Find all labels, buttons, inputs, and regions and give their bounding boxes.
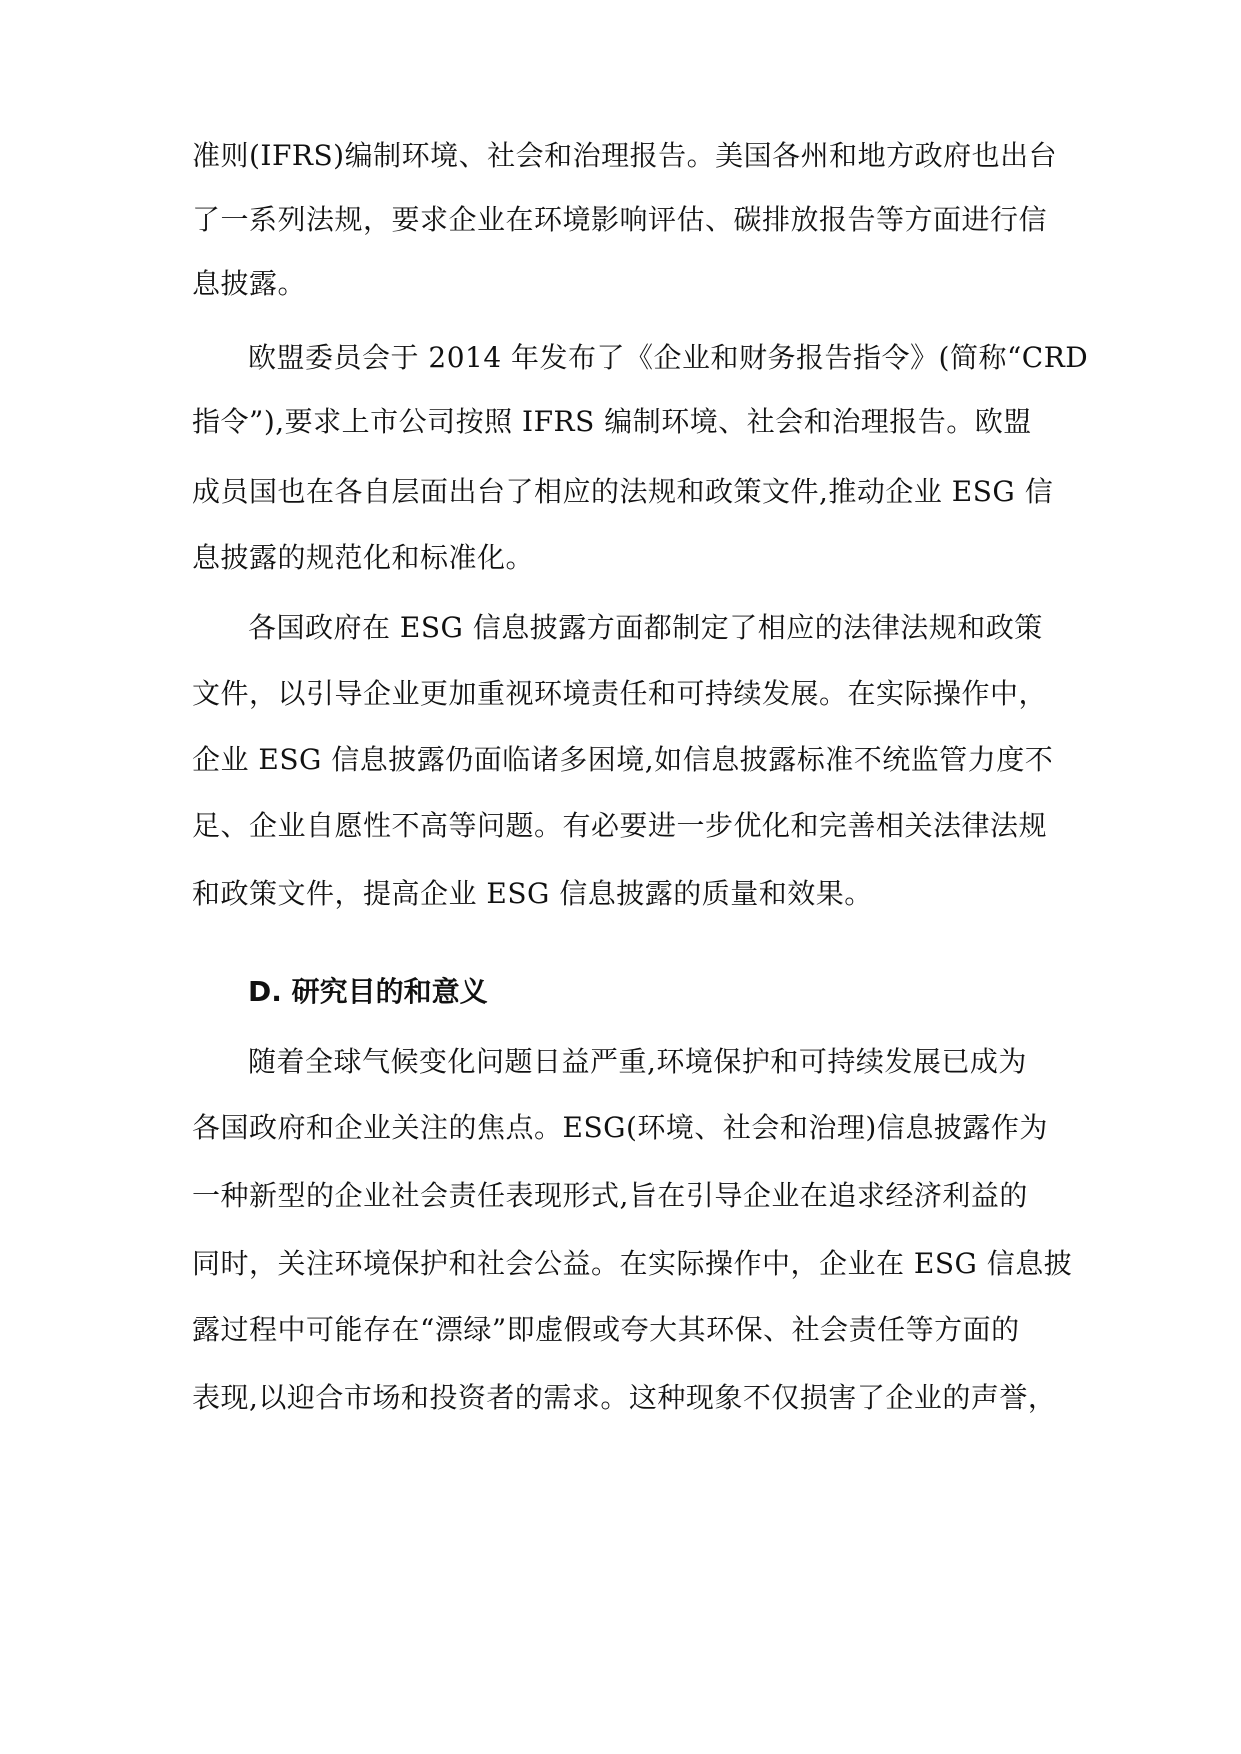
paragraph-1-line-3: 息披露。: [192, 267, 307, 300]
paragraph-3-line-2: 文件，以引导企业更加重视环境责任和可持续发展。在实际操作中，: [192, 677, 1048, 710]
paragraph-4-line-3: 一种新型的企业社会责任表现形式,旨在引导企业在追求经济利益的: [192, 1179, 1028, 1212]
paragraph-3-line-5: 和政策文件，提高企业 ESG 信息披露的质量和效果。: [192, 877, 873, 910]
paragraph-2-line-4: 息披露的规范化和标准化。: [192, 541, 535, 574]
section-heading: D. 研究目的和意义: [248, 975, 488, 1008]
paragraph-4-line-2: 各国政府和企业关注的焦点。ESG(环境、社会和治理)信息披露作为: [192, 1111, 1048, 1144]
paragraph-4-line-1: 随着全球气候变化问题日益严重,环境保护和可持续发展已成为: [248, 1045, 1027, 1078]
paragraph-2-line-3: 成员国也在各自层面出台了相应的法规和政策文件,推动企业 ESG 信: [192, 475, 1054, 508]
paragraph-1-line-1: 准则(IFRS)编制环境、社会和治理报告。美国各州和地方政府也出台: [192, 139, 1058, 172]
paragraph-4-line-5: 露过程中可能存在“漂绿”即虚假或夸大其环保、社会责任等方面的: [192, 1313, 1020, 1346]
paragraph-2-line-1: 欧盟委员会于 2014 年发布了《企业和财务报告指令》(简称“CRD: [248, 341, 1089, 374]
paragraph-3-line-4: 足、企业自愿性不高等问题。有必要进一步优化和完善相关法律法规: [192, 809, 1048, 842]
paragraph-3-line-1: 各国政府在 ESG 信息披露方面都制定了相应的法律法规和政策: [248, 611, 1043, 644]
paragraph-4-line-6: 表现,以迎合市场和投资者的需求。这种现象不仅损害了企业的声誉，: [192, 1381, 1057, 1414]
paragraph-3-line-3: 企业 ESG 信息披露仍面临诸多困境,如信息披露标准不统监管力度不: [192, 743, 1054, 776]
paragraph-2-line-2: 指令”),要求上市公司按照 IFRS 编制环境、社会和治理报告。欧盟: [192, 405, 1032, 438]
paragraph-1-line-2: 了一系列法规，要求企业在环境影响评估、碳排放报告等方面进行信: [192, 203, 1048, 236]
paragraph-4-line-4: 同时，关注环境保护和社会公益。在实际操作中，企业在 ESG 信息披: [192, 1247, 1073, 1280]
